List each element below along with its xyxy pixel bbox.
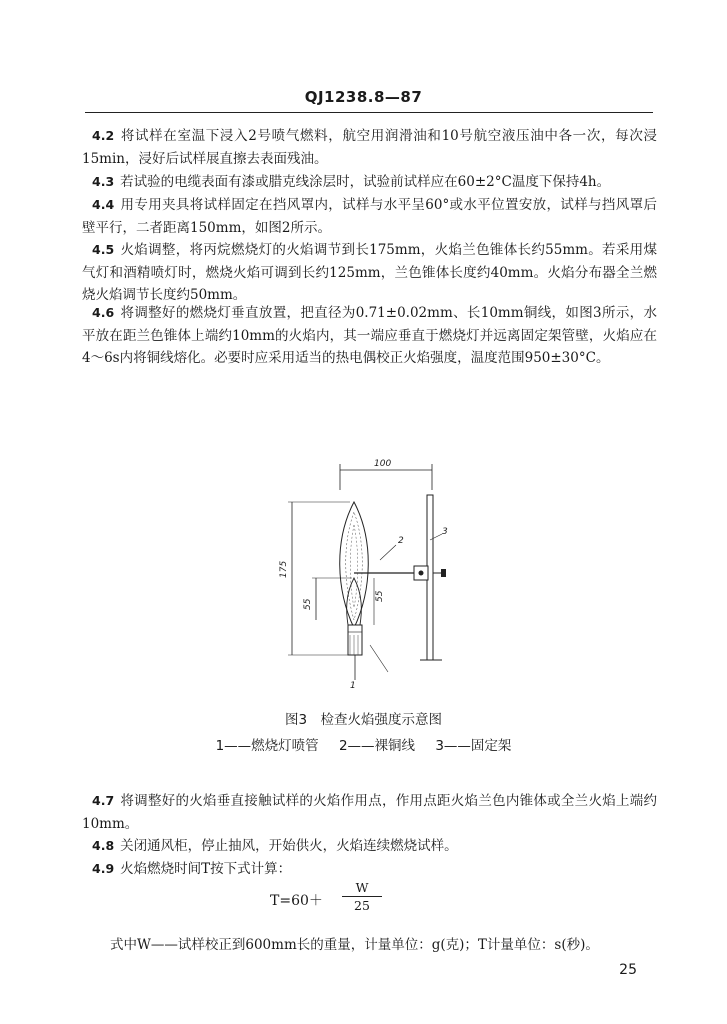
clause-text: 若试验的电缆表面有漆或腊克线涂层时，试验前试样应在60±2°C温度下保持4h。 xyxy=(120,174,611,190)
flame-diagram xyxy=(270,450,460,690)
clause-text: 将试样在室温下浸入2号喷气燃料，航空用润滑油和10号航空液压油中各一次，每次浸15min，浸好后试样展直擦去表面残油。 xyxy=(82,128,657,167)
clause-text: 火焰调整，将丙烷燃烧灯的火焰调节到长175mm，火焰兰色锥体长约55mm。若采用煤气灯和酒精喷灯时，燃烧火焰可调到长约125mm，兰色锥体长度约40mm。火焰分布器全兰燃烧火焰调节长度约50mm。 xyxy=(82,242,657,303)
clause-number: 4.3 xyxy=(92,174,115,189)
legend-item-wire: 2——裸铜线 xyxy=(338,738,416,754)
clause-number: 4.4 xyxy=(92,197,115,212)
legend-item-burner: 1——燃烧灯喷管 xyxy=(215,738,319,754)
clause-text: 用专用夹具将试样固定在挡风罩内，试样与水平呈60°或水平位置安放，试样与挡风罩后壁平行，二者距离150mm，如图2所示。 xyxy=(82,197,657,236)
clause-4-3 xyxy=(82,171,657,194)
formula-lhs: T=60＋ xyxy=(270,893,323,909)
clause-4-8 xyxy=(82,835,657,858)
clause-4-2 xyxy=(82,125,657,170)
formula-numerator: W xyxy=(355,880,369,895)
formula-explanation: 式中W——试样校正到600mm长的重量，计量单位：g(克)；T计量单位：s(秒)。 xyxy=(110,937,599,953)
clause-text: 将调整好的火焰垂直接触试样的火焰作用点，作用点距火焰兰色内锥体或全兰火焰上端约10mm。 xyxy=(82,793,657,832)
burning-time-formula xyxy=(270,880,470,920)
inner-flame-lines xyxy=(350,525,358,608)
figure-legend xyxy=(0,734,727,754)
figure-caption: 图3 检查火焰强度示意图 xyxy=(284,712,443,728)
page-number: 25 xyxy=(619,962,637,978)
clause-text: 关闭通风柜，停止抽风，开始供火，火焰连续燃烧试样。 xyxy=(120,838,458,854)
clause-number: 4.6 xyxy=(92,305,115,320)
label-2-wire: 2 xyxy=(398,536,404,546)
formula-fraction xyxy=(342,880,382,913)
fraction-bar xyxy=(342,896,382,897)
dim-cone-right-label: 55 xyxy=(375,590,385,602)
flame-intensity-figure xyxy=(270,450,460,690)
clause-4-7 xyxy=(82,790,657,835)
legend-item-stand: 3——固定架 xyxy=(435,738,512,754)
dim-width-label: 100 xyxy=(374,459,392,469)
clause-4-5 xyxy=(82,239,657,307)
label-3-stand: 3 xyxy=(442,527,448,537)
blue-cone-shape xyxy=(347,578,362,625)
clause-4-6 xyxy=(82,302,657,370)
dim-flame-label: 175 xyxy=(279,560,289,578)
mid-flame-shape xyxy=(346,512,363,620)
clause-text: 将调整好的燃烧灯垂直放置，把直径为0.71±0.02mm、长10mm铜线，如图3所示，水平放在距兰色锥体上端约10mm的火焰内，其一端应垂直于燃烧灯并远离固定架管壁，火焰应在4～6s内将铜线熔化。必要时应采用适当的热电偶校正火焰强度，温度范围950±30°C。 xyxy=(82,305,657,366)
clause-text: 火焰燃烧时间T按下式计算： xyxy=(120,861,292,877)
standard-code-header: QJ1238.8—87 xyxy=(304,88,423,106)
clause-number: 4.9 xyxy=(92,861,115,876)
formula-denominator: 25 xyxy=(354,898,370,913)
header-rule xyxy=(85,112,653,113)
clause-number: 4.5 xyxy=(92,242,115,257)
outer-flame-shape xyxy=(340,502,369,628)
clause-number: 4.7 xyxy=(92,793,115,808)
clause-number: 4.8 xyxy=(92,838,115,853)
clause-number: 4.2 xyxy=(92,128,115,143)
clause-4-4 xyxy=(82,194,657,239)
label-1-burner: 1 xyxy=(350,681,356,690)
dim-cone-left-label: 55 xyxy=(303,598,313,610)
clause-4-9 xyxy=(82,858,657,881)
